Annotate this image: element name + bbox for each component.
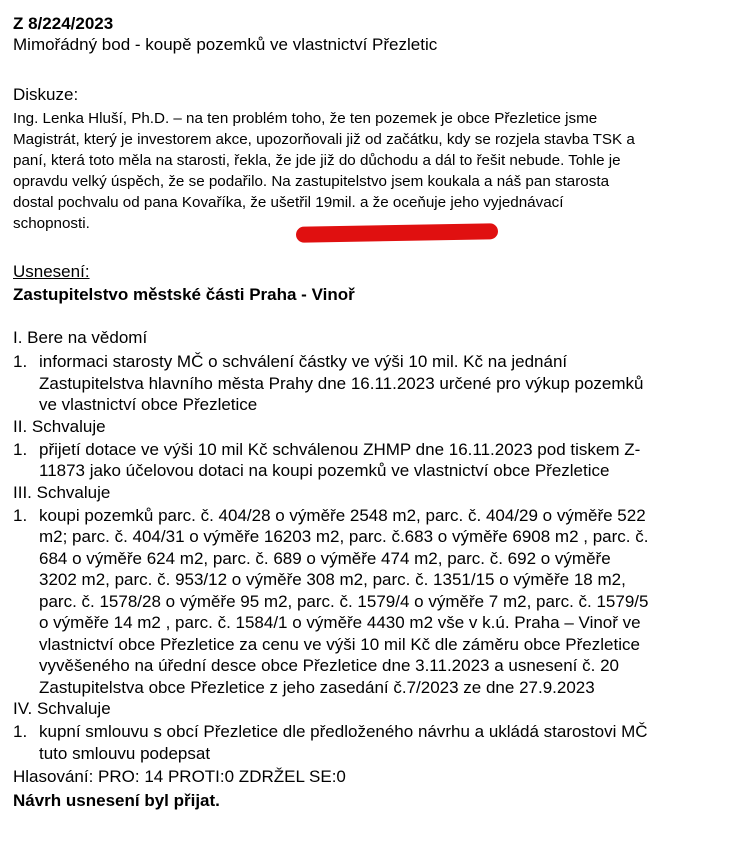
- item-line: tuto smlouvu podepsat: [39, 743, 211, 763]
- section-title: I. Bere na vědomí: [13, 328, 148, 347]
- item-number: 1.: [13, 505, 28, 525]
- item-line: přijetí dotace ve výši 10 mil Kč schválenou ZHMP dne 16.11.2023 pod tiskem Z-: [39, 439, 641, 459]
- discussion-heading: Diskuze:: [13, 85, 79, 104]
- item-text: [39, 505, 738, 699]
- item-line: 3202 m2, parc. č. 953/12 o výměře 308 m2, parc. č. 1351/15 o výměře 18 m2,: [39, 570, 626, 589]
- section-title: III. Schvaluje: [13, 482, 111, 502]
- document-subject: Mimořádný bod - koupě pozemků ve vlastnictví Přezletic: [13, 35, 438, 54]
- resolution-outcome: Návrh usnesení byl přijat.: [13, 791, 220, 810]
- item-line: ve vlastnictví obce Přezletice: [39, 395, 258, 414]
- document-page: [13, 14, 738, 810]
- resolution-heading: Usnesení:: [13, 262, 90, 281]
- item-line: Zastupitelstva obce Přezletice z jeho zasedání č.7/2023 ze dne 27.9.2023: [39, 677, 595, 697]
- item-line: 11873 jako účelovou dotaci na koupi pozemků ve vlastnictví obce Přezletice: [39, 461, 610, 480]
- discussion-line: dostal pochvalu od pana Kovaříka, že ušetřil 19mil. a že oceňuje jeho vyjednávací: [13, 194, 564, 211]
- item-line: o výměře 14 m2 , parc. č. 1584/1 o výměře 4430 m2 vše v k.ú. Praha – Vinoř ve: [39, 613, 641, 632]
- item-number: 1.: [13, 439, 28, 459]
- item-number: 1.: [13, 722, 28, 741]
- item-line: vyvěšeného na úřední desce obce Přezletice dne 3.11.2023 a usnesení č. 20: [39, 656, 619, 675]
- discussion-line: Magistrát, který je investorem akce, upozorňovali již od začátku, kdy se rozjela stavba TSK a: [13, 131, 635, 148]
- item-line: Zastupitelstva hlavního města Prahy dne 16.11.2023 určené pro výkup pozemků: [39, 373, 644, 393]
- item-line: parc. č. 1578/28 o výměře 95 m2, parc. č. 1579/4 o výměře 7 m2, parc. č. 1579/5: [39, 591, 649, 611]
- section-title: IV. Schvaluje: [13, 699, 111, 718]
- vote-result-line: Hlasování: PRO: 14 PROTI:0 ZDRŽEL SE:0: [13, 767, 346, 786]
- discussion-line: schopnosti.: [13, 215, 90, 232]
- resolution-body: Zastupitelstvo městské části Praha - Vinoř: [13, 285, 355, 304]
- list-item: [13, 439, 738, 482]
- discussion-line: opravdu velký úspěch, že se podařilo. Na zastupitelstvo jsem koukala a náš pan starosta: [13, 173, 610, 190]
- item-text: [39, 721, 738, 764]
- item-line: kupní smlouvu s obcí Přezletice dle předloženého návrhu a ukládá starostovi MČ: [39, 722, 648, 741]
- item-line: informaci starosty MČ o schválení částky ve výši 10 mil. Kč na jednání: [39, 352, 568, 371]
- item-number: 1.: [13, 352, 28, 371]
- discussion-text: [13, 108, 738, 234]
- list-item: [13, 351, 738, 416]
- item-line: 684 o výměře 624 m2, parc. č. 689 o výměře 474 m2, parc. č. 692 o výměře: [39, 548, 611, 568]
- document-id: Z 8/224/2023: [13, 14, 114, 33]
- section-title: II. Schvaluje: [13, 416, 106, 436]
- item-line: vlastnictví obce Přezletice za cenu ve výši 10 mil Kč dle záměru obce Přezletice: [39, 634, 640, 654]
- list-item: [13, 721, 738, 764]
- item-text: [39, 439, 738, 482]
- list-item: [13, 505, 738, 699]
- item-text: [39, 351, 738, 416]
- discussion-line: paní, která toto měla na starosti, řekla, že jde již do důchodu a dál to řešit nebude. Tohle je: [13, 152, 621, 169]
- item-line: m2; parc. č. 404/31 o výměře 16203 m2, parc. č.683 o výměře 6908 m2 , parc. č.: [39, 527, 649, 546]
- discussion-line: Ing. Lenka Hluší, Ph.D. – na ten problém toho, že ten pozemek je obce Přezletice jsme: [13, 110, 598, 127]
- item-line: koupi pozemků parc. č. 404/28 o výměře 2548 m2, parc. č. 404/29 o výměře 522: [39, 505, 646, 525]
